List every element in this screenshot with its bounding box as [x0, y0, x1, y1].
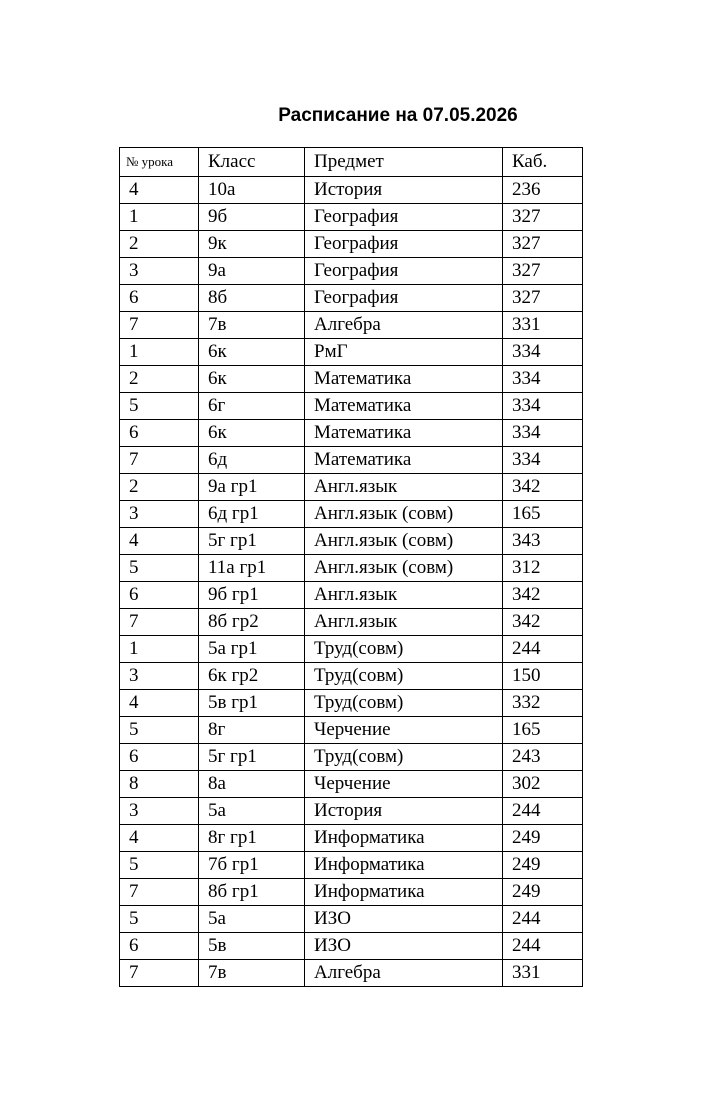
cell-class: 9б гр1: [199, 582, 305, 609]
table-row: [120, 258, 583, 285]
table-row: [120, 582, 583, 609]
cell-room: 244: [503, 933, 583, 960]
cell-room: 331: [503, 960, 583, 987]
cell-room: 302: [503, 771, 583, 798]
cell-subject: Информатика: [305, 825, 503, 852]
cell-class: 9к: [199, 231, 305, 258]
table-row: [120, 177, 583, 204]
table-row: [120, 636, 583, 663]
cell-subject: Труд(совм): [305, 744, 503, 771]
cell-class: 8б: [199, 285, 305, 312]
cell-subject: Математика: [305, 366, 503, 393]
cell-room: 312: [503, 555, 583, 582]
cell-class: 7в: [199, 960, 305, 987]
cell-class: 6к: [199, 366, 305, 393]
cell-subject: История: [305, 798, 503, 825]
cell-subject: География: [305, 258, 503, 285]
cell-subject: Математика: [305, 393, 503, 420]
cell-class: 8б гр2: [199, 609, 305, 636]
table-row: [120, 285, 583, 312]
cell-lesson-number: 3: [120, 798, 199, 825]
cell-class: 5а гр1: [199, 636, 305, 663]
cell-subject: Англ.язык (совм): [305, 528, 503, 555]
cell-class: 8а: [199, 771, 305, 798]
cell-subject: География: [305, 204, 503, 231]
cell-room: 244: [503, 798, 583, 825]
cell-subject: История: [305, 177, 503, 204]
cell-lesson-number: 6: [120, 744, 199, 771]
cell-subject: Информатика: [305, 879, 503, 906]
cell-room: 334: [503, 393, 583, 420]
cell-lesson-number: 6: [120, 285, 199, 312]
cell-room: 342: [503, 582, 583, 609]
cell-room: 331: [503, 312, 583, 339]
cell-lesson-number: 1: [120, 204, 199, 231]
page-title: Расписание на 07.05.2026: [278, 105, 518, 126]
cell-lesson-number: 5: [120, 852, 199, 879]
cell-class: 7б гр1: [199, 852, 305, 879]
cell-lesson-number: 2: [120, 474, 199, 501]
table-row: [120, 204, 583, 231]
cell-subject: Труд(совм): [305, 690, 503, 717]
cell-class: 8б гр1: [199, 879, 305, 906]
table-header-row: [120, 148, 583, 177]
cell-lesson-number: 6: [120, 933, 199, 960]
table-row: [120, 690, 583, 717]
cell-class: 6к гр2: [199, 663, 305, 690]
table-row: [120, 663, 583, 690]
header-room: Каб.: [503, 148, 583, 177]
cell-lesson-number: 5: [120, 393, 199, 420]
cell-room: 334: [503, 366, 583, 393]
table-row: [120, 420, 583, 447]
cell-subject: Труд(совм): [305, 636, 503, 663]
cell-lesson-number: 7: [120, 609, 199, 636]
table-row: [120, 474, 583, 501]
cell-class: 6д: [199, 447, 305, 474]
table-row: [120, 960, 583, 987]
cell-subject: География: [305, 285, 503, 312]
cell-room: 334: [503, 420, 583, 447]
cell-room: 150: [503, 663, 583, 690]
cell-lesson-number: 2: [120, 231, 199, 258]
cell-class: 7в: [199, 312, 305, 339]
cell-room: 343: [503, 528, 583, 555]
cell-room: 249: [503, 879, 583, 906]
cell-subject: Алгебра: [305, 960, 503, 987]
cell-room: 165: [503, 501, 583, 528]
header-lesson-number: № урока: [120, 148, 199, 177]
cell-room: 332: [503, 690, 583, 717]
cell-class: 9а: [199, 258, 305, 285]
cell-class: 5в: [199, 933, 305, 960]
schedule-table: [119, 147, 583, 987]
table-row: [120, 906, 583, 933]
cell-subject: География: [305, 231, 503, 258]
header-class: Класс: [199, 148, 305, 177]
cell-class: 11а гр1: [199, 555, 305, 582]
cell-class: 6к: [199, 339, 305, 366]
cell-subject: РмГ: [305, 339, 503, 366]
cell-room: 334: [503, 339, 583, 366]
table-row: [120, 501, 583, 528]
cell-room: 249: [503, 852, 583, 879]
cell-subject: Англ.язык (совм): [305, 555, 503, 582]
cell-subject: Черчение: [305, 717, 503, 744]
cell-subject: Англ.язык (совм): [305, 501, 503, 528]
cell-subject: Англ.язык: [305, 582, 503, 609]
cell-class: 5а: [199, 906, 305, 933]
table-row: [120, 933, 583, 960]
cell-room: 327: [503, 231, 583, 258]
table-row: [120, 717, 583, 744]
cell-class: 6г: [199, 393, 305, 420]
cell-lesson-number: 5: [120, 555, 199, 582]
table-row: [120, 231, 583, 258]
cell-room: 342: [503, 609, 583, 636]
cell-class: 5г гр1: [199, 528, 305, 555]
cell-room: 334: [503, 447, 583, 474]
cell-lesson-number: 4: [120, 177, 199, 204]
table-row: [120, 528, 583, 555]
cell-class: 5г гр1: [199, 744, 305, 771]
cell-room: 342: [503, 474, 583, 501]
table-row: [120, 312, 583, 339]
cell-class: 10а: [199, 177, 305, 204]
cell-room: 236: [503, 177, 583, 204]
cell-subject: Англ.язык: [305, 609, 503, 636]
cell-lesson-number: 5: [120, 906, 199, 933]
cell-class: 5в гр1: [199, 690, 305, 717]
cell-room: 249: [503, 825, 583, 852]
cell-subject: Черчение: [305, 771, 503, 798]
cell-subject: Информатика: [305, 852, 503, 879]
cell-subject: Англ.язык: [305, 474, 503, 501]
cell-class: 8г: [199, 717, 305, 744]
cell-class: 6д гр1: [199, 501, 305, 528]
table-row: [120, 366, 583, 393]
cell-lesson-number: 3: [120, 501, 199, 528]
cell-subject: Алгебра: [305, 312, 503, 339]
table-row: [120, 771, 583, 798]
table-row: [120, 798, 583, 825]
cell-lesson-number: 4: [120, 690, 199, 717]
cell-class: 5а: [199, 798, 305, 825]
table-row: [120, 744, 583, 771]
cell-lesson-number: 6: [120, 582, 199, 609]
cell-lesson-number: 7: [120, 312, 199, 339]
cell-room: 244: [503, 906, 583, 933]
table-row: [120, 609, 583, 636]
cell-room: 327: [503, 285, 583, 312]
cell-lesson-number: 7: [120, 960, 199, 987]
cell-lesson-number: 7: [120, 879, 199, 906]
cell-subject: ИЗО: [305, 933, 503, 960]
table-row: [120, 555, 583, 582]
cell-class: 6к: [199, 420, 305, 447]
cell-lesson-number: 1: [120, 339, 199, 366]
cell-room: 327: [503, 258, 583, 285]
table-row: [120, 825, 583, 852]
schedule-body: [120, 177, 583, 987]
table-row: [120, 393, 583, 420]
header-subject: Предмет: [305, 148, 503, 177]
cell-class: 8г гр1: [199, 825, 305, 852]
cell-room: 327: [503, 204, 583, 231]
cell-lesson-number: 7: [120, 447, 199, 474]
cell-lesson-number: 3: [120, 663, 199, 690]
cell-subject: Математика: [305, 447, 503, 474]
cell-lesson-number: 1: [120, 636, 199, 663]
table-row: [120, 339, 583, 366]
cell-lesson-number: 4: [120, 528, 199, 555]
cell-lesson-number: 8: [120, 771, 199, 798]
cell-lesson-number: 2: [120, 366, 199, 393]
cell-lesson-number: 3: [120, 258, 199, 285]
cell-room: 243: [503, 744, 583, 771]
cell-class: 9б: [199, 204, 305, 231]
cell-lesson-number: 5: [120, 717, 199, 744]
cell-lesson-number: 6: [120, 420, 199, 447]
table-row: [120, 879, 583, 906]
cell-room: 165: [503, 717, 583, 744]
cell-subject: Труд(совм): [305, 663, 503, 690]
cell-class: 9а гр1: [199, 474, 305, 501]
cell-subject: Математика: [305, 420, 503, 447]
cell-subject: ИЗО: [305, 906, 503, 933]
cell-room: 244: [503, 636, 583, 663]
cell-lesson-number: 4: [120, 825, 199, 852]
table-row: [120, 852, 583, 879]
table-row: [120, 447, 583, 474]
